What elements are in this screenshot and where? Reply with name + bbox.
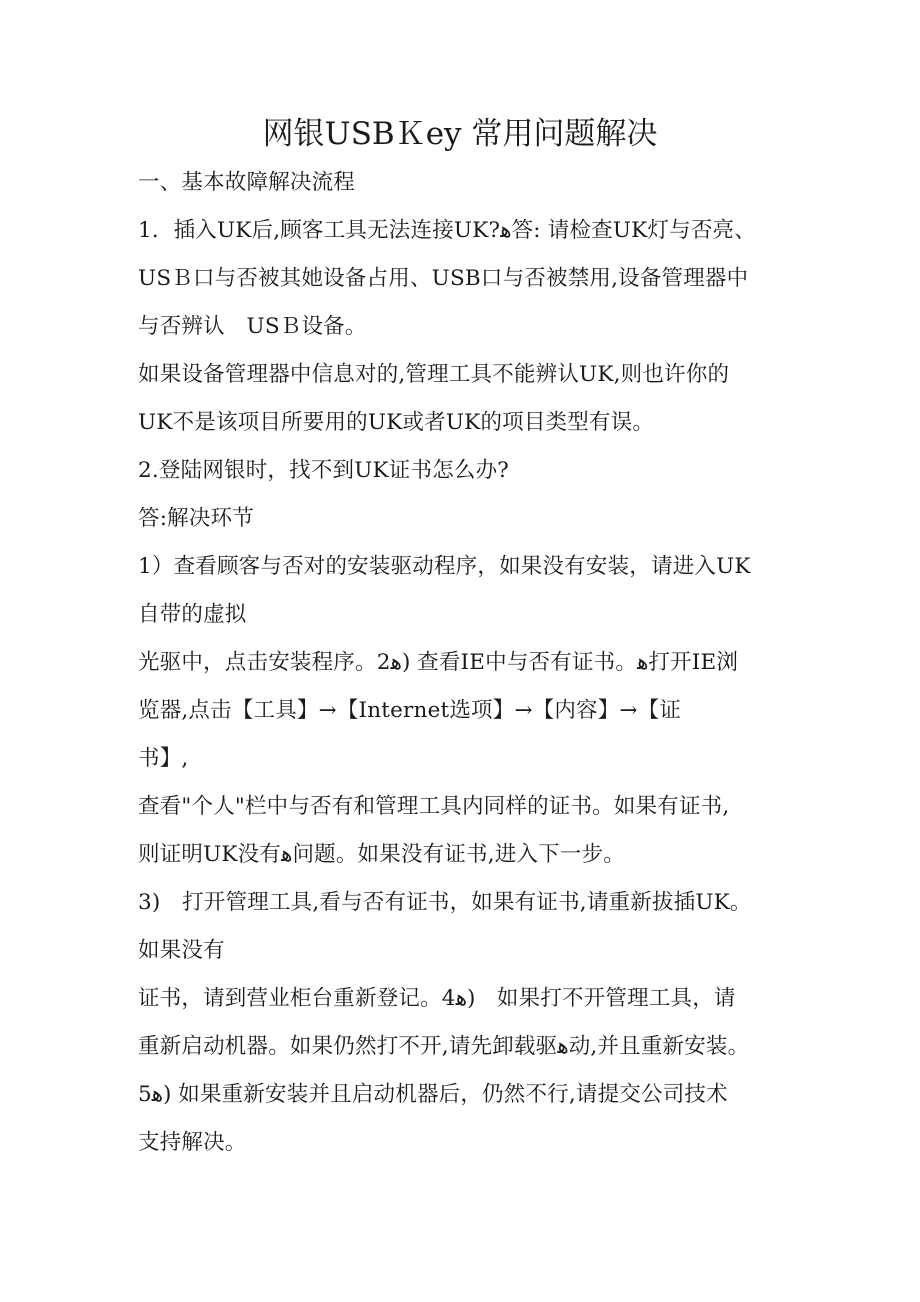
paragraph-line: 与否辨认 USＢ设备。 xyxy=(138,314,367,339)
paragraph-line: 支持解决。 xyxy=(138,1130,247,1155)
paragraph-line: 答:解决环节 xyxy=(138,506,254,531)
paragraph-line: 证书，请到营业柜台重新登记。4ﻫ) 如果打不开管理工具，请 xyxy=(138,986,736,1011)
paragraph-line: 1．插入UK后,顾客工具无法连接UK?ﻫ答: 请检查UK灯与否亮、 xyxy=(138,218,756,243)
document-title: 网银USBＫey 常用问题解决 xyxy=(262,116,658,152)
paragraph-line: 查看"个人"栏中与否有和管理工具内同样的证书。如果有证书, xyxy=(138,794,730,819)
paragraph-line: 重新启动机器。如果仍然打不开,请先卸载驱ﻫ动,并且重新安装。 xyxy=(138,1034,750,1059)
paragraph-line: 光驱中，点击安装程序。2ﻫ) 查看IE中与否有证书。ﻫ打开IE浏 xyxy=(138,650,739,675)
paragraph-line: 如果没有 xyxy=(138,938,225,963)
paragraph-line: 览器,点击【工具】→【Internet选项】→【内容】→【证 xyxy=(138,698,682,723)
question-heading: 2.登陆网银时，找不到UK证书怎么办? xyxy=(138,458,510,483)
paragraph-line: 5ﻫ) 如果重新安装并且启动机器后，仍然不行,请提交公司技术 xyxy=(138,1082,728,1107)
paragraph-line: UK不是该项目所要用的UK或者UK的项目类型有误。 xyxy=(138,410,655,435)
paragraph-line: 自带的虚拟 xyxy=(138,602,247,627)
paragraph-line: 1）查看顾客与否对的安装驱动程序，如果没有安装，请进入UK xyxy=(138,554,751,579)
paragraph-line: 如果设备管理器中信息对的,管理工具不能辨认UK,则也许你的 xyxy=(138,362,730,387)
paragraph-line: 书】, xyxy=(138,746,189,771)
paragraph-line: USＢ口与否被其她设备占用、USB口与否被禁用,设备管理器中 xyxy=(138,266,749,291)
paragraph-line: 3) 打开管理工具,看与否有证书，如果有证书,请重新拔插UK。 xyxy=(138,890,752,915)
paragraph-line: 则证明UK没有ﻫ问题。如果没有证书,进入下一步。 xyxy=(138,842,625,867)
section-heading: 一、基本故障解决流程 xyxy=(138,170,356,195)
